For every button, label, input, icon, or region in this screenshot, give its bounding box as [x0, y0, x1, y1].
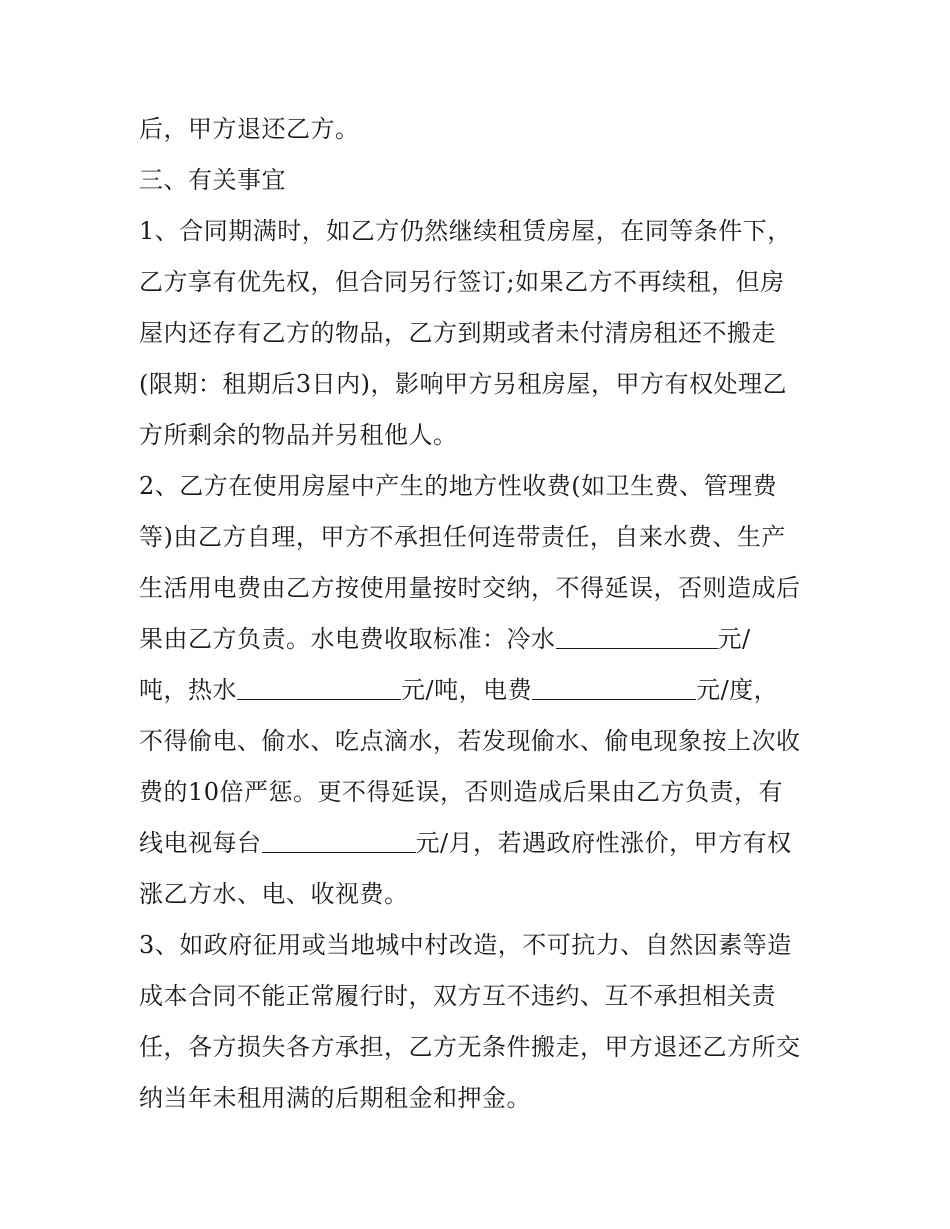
section-heading: 三、有关事宜	[139, 166, 286, 194]
text-line: 3、如政府征用或当地城中村改造，不可抗力、自然因素等造	[139, 931, 792, 959]
text-line: (限期：租期后3日内)，影响甲方另租房屋，甲方有权处理乙	[139, 370, 787, 398]
document-body	[139, 104, 829, 1124]
text-line: 费的10倍严惩。更不得延误，否则造成后果由乙方负责，有	[139, 778, 784, 806]
hot-water-price-blank[interactable]	[237, 673, 401, 700]
text-line: 等)由乙方自理，甲方不承担任何连带责任，自来水费、生产	[139, 523, 786, 551]
water-rate-prefix: 果由乙方负责。水电费收取标准：冷水	[139, 625, 556, 653]
text-line: 后，甲方退还乙方。	[139, 115, 360, 143]
text-line: 乙方享有优先权，但合同另行签订;如果乙方不再续租，但房	[139, 268, 785, 296]
rates-part-1: 吨，热水	[139, 676, 237, 704]
electricity-price-blank[interactable]	[532, 673, 696, 700]
rates-part-2: 元/吨，电费	[401, 676, 533, 704]
text-line: 1、合同期满时，如乙方仍然继续租赁房屋，在同等条件下，	[139, 217, 792, 245]
text-line: 屋内还存有乙方的物品，乙方到期或者未付清房租还不搬走	[139, 319, 776, 347]
water-rate-suffix: 元/	[717, 625, 751, 653]
text-line: 涨乙方水、电、收视费。	[139, 880, 409, 908]
tv-fee-suffix: 元/月，若遇政府性涨价，甲方有权	[415, 829, 792, 857]
tv-fee-blank[interactable]	[262, 826, 416, 853]
text-line: 2、乙方在使用房屋中产生的地方性收费(如卫生费、管理费	[139, 472, 778, 500]
cold-water-price-blank[interactable]	[556, 622, 718, 649]
text-line: 方所剩余的物品并另租他人。	[139, 421, 458, 449]
rates-line	[139, 665, 829, 716]
water-rate-line	[139, 614, 829, 665]
text-line: 成本合同不能正常履行时，双方互不违约、互不承担相关责	[139, 982, 776, 1010]
tv-fee-prefix: 线电视每台	[139, 829, 262, 857]
text-line: 纳当年未租用满的后期租金和押金。	[139, 1084, 531, 1112]
rates-part-3: 元/度，	[696, 676, 779, 704]
text-line: 生活用电费由乙方按使用量按时交纳，不得延误，否则造成后	[139, 574, 801, 602]
text-line: 任，各方损失各方承担，乙方无条件搬走，甲方退还乙方所交	[139, 1033, 801, 1061]
text-line: 不得偷电、偷水、吃点滴水，若发现偷水、偷电现象按上次收	[139, 727, 801, 755]
tv-fee-line	[139, 818, 829, 869]
